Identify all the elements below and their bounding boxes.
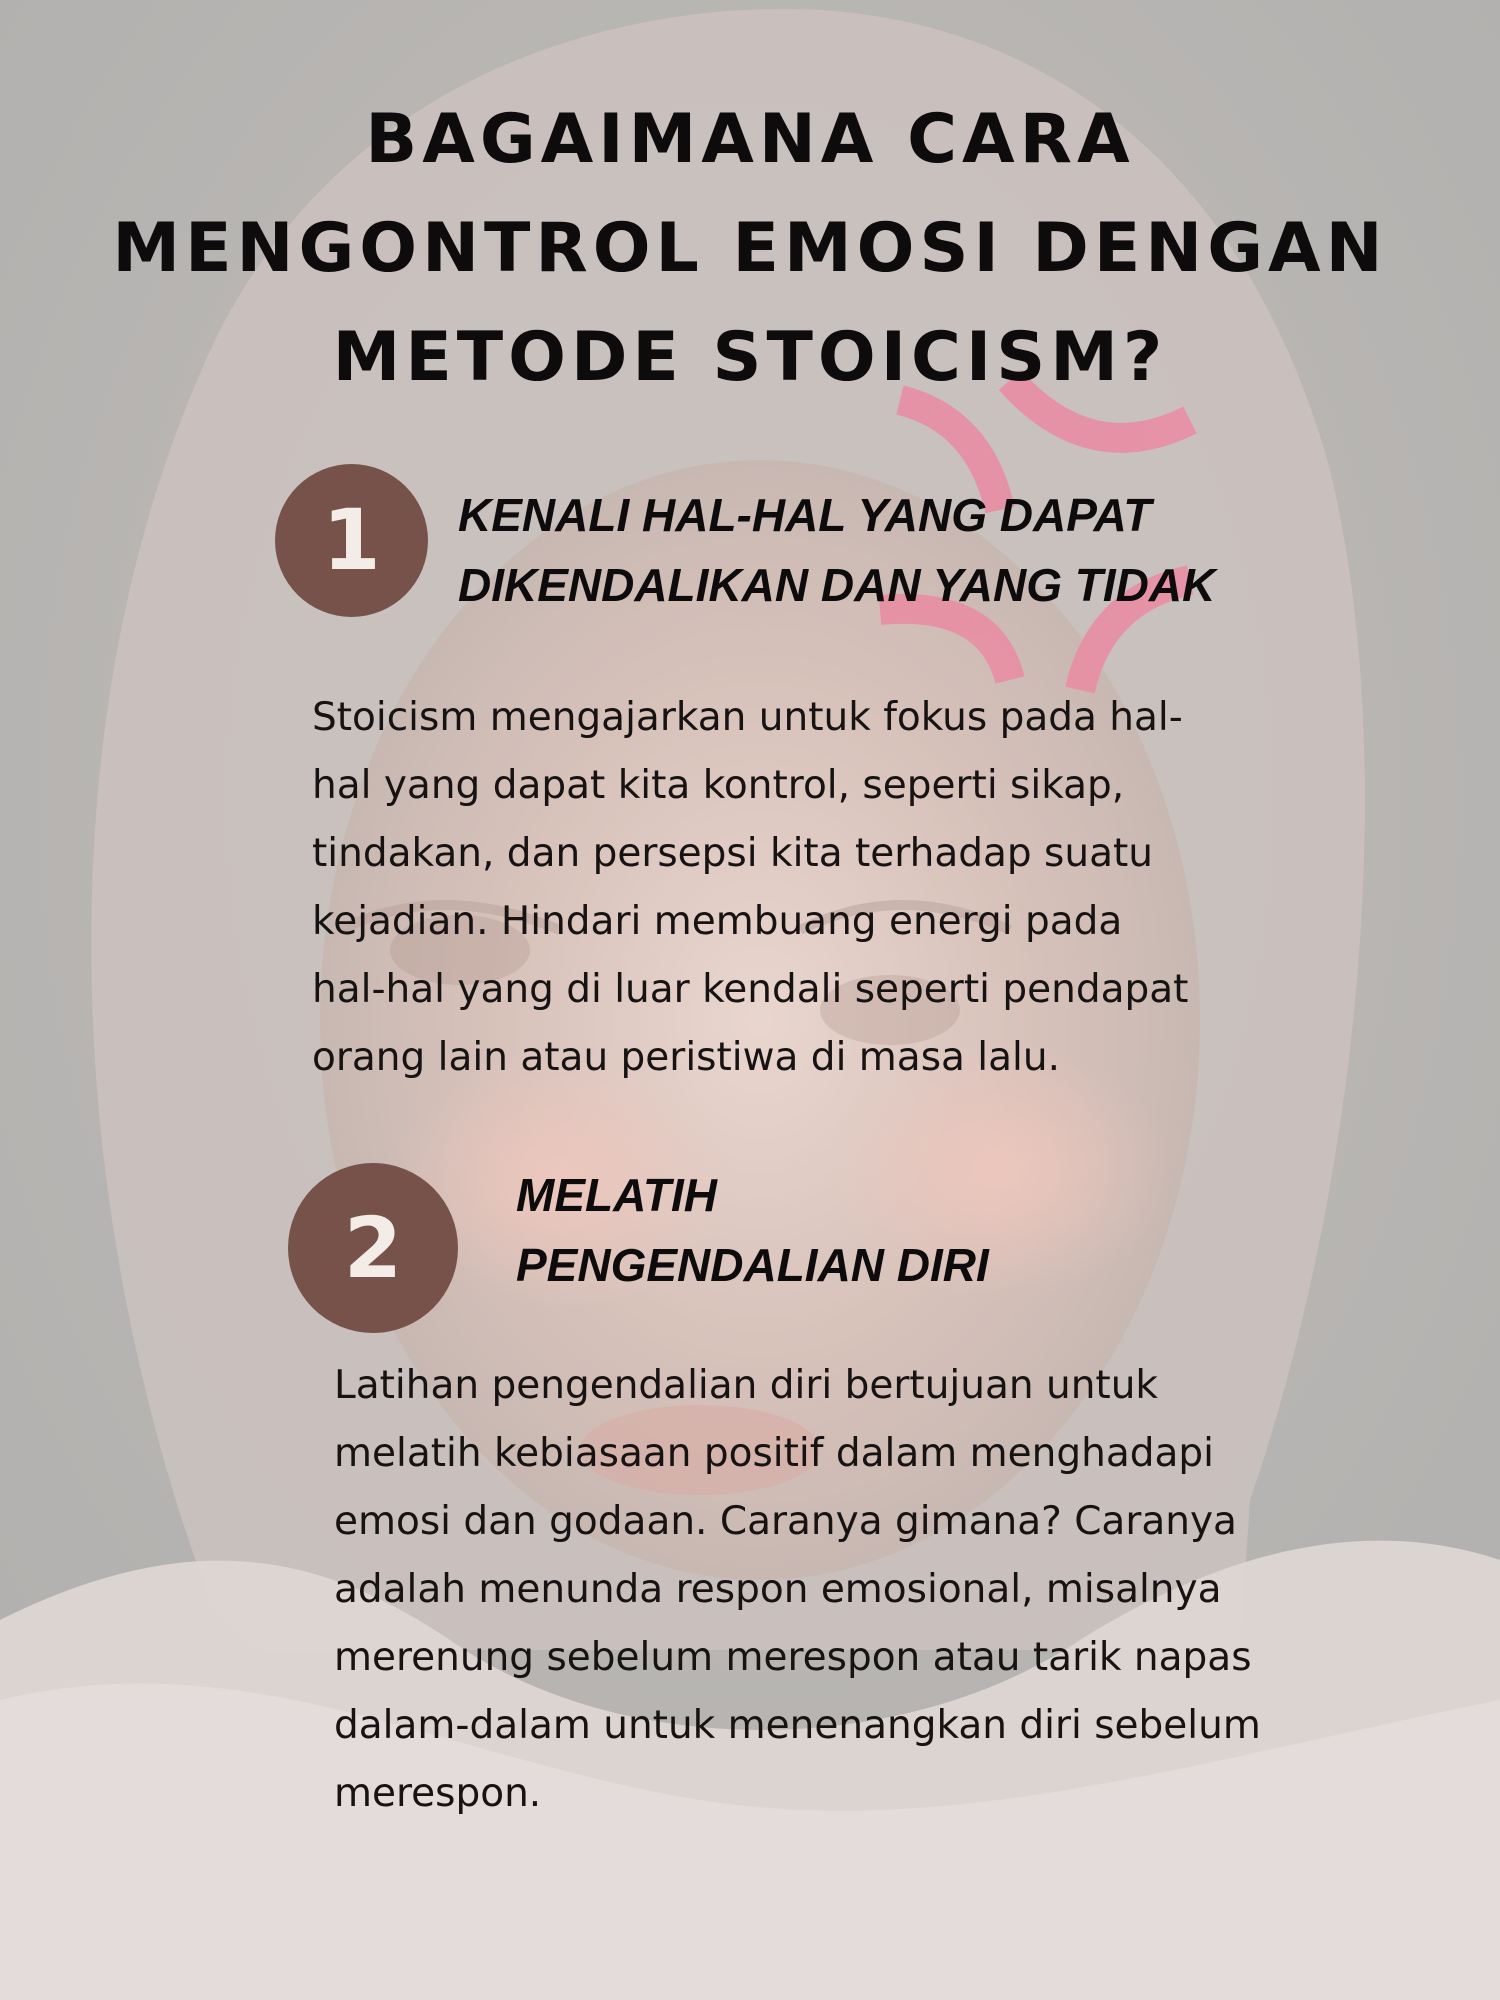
body-line: dalam-dalam untuk menenangkan diri sebelum (334, 1703, 1261, 1748)
body-line: Stoicism mengajarkan untuk fokus pada hal- (312, 695, 1183, 740)
section-heading-line: DIKENDALIKAN DAN YANG TIDAK (458, 559, 1216, 611)
section-number-badge: 1 (275, 464, 428, 617)
body-line: hal-hal yang di luar kendali seperti pendapat (312, 967, 1189, 1012)
section-heading (516, 1160, 1316, 1300)
body-line: adalah menunda respon emosional, misalnya (334, 1567, 1222, 1612)
body-line: kejadian. Hindari membuang energi pada (312, 899, 1123, 944)
body-line: emosi dan godaan. Caranya gimana? Caranya (334, 1499, 1237, 1544)
body-line: merenung sebelum merespon atau tarik napas (334, 1635, 1252, 1680)
body-line: orang lain atau peristiwa di masa lalu. (312, 1035, 1060, 1080)
page-title (60, 85, 1440, 412)
body-line: melatih kebiasaan positif dalam menghadapi (334, 1431, 1214, 1476)
body-line: tindakan, dan persepsi kita terhadap suatu (312, 831, 1153, 876)
title-line: BAGAIMANA CARA (365, 100, 1135, 179)
body-line: hal yang dapat kita kontrol, seperti sikap, (312, 763, 1125, 808)
section-number-badge: 2 (288, 1163, 458, 1333)
body-line: merespon. (334, 1771, 542, 1816)
section-body (312, 684, 1332, 1092)
section-heading-line: MELATIH (516, 1169, 718, 1221)
section-body (334, 1352, 1334, 1828)
section-heading (458, 480, 1408, 620)
section-heading-line: KENALI HAL-HAL YANG DAPAT (458, 489, 1152, 541)
title-line: METODE STOICISM? (332, 318, 1168, 397)
section-heading-line: PENGENDALIAN DIRI (516, 1239, 989, 1291)
body-line: Latihan pengendalian diri bertujuan untuk (334, 1363, 1159, 1408)
title-line: MENGONTROL EMOSI DENGAN (112, 209, 1388, 288)
